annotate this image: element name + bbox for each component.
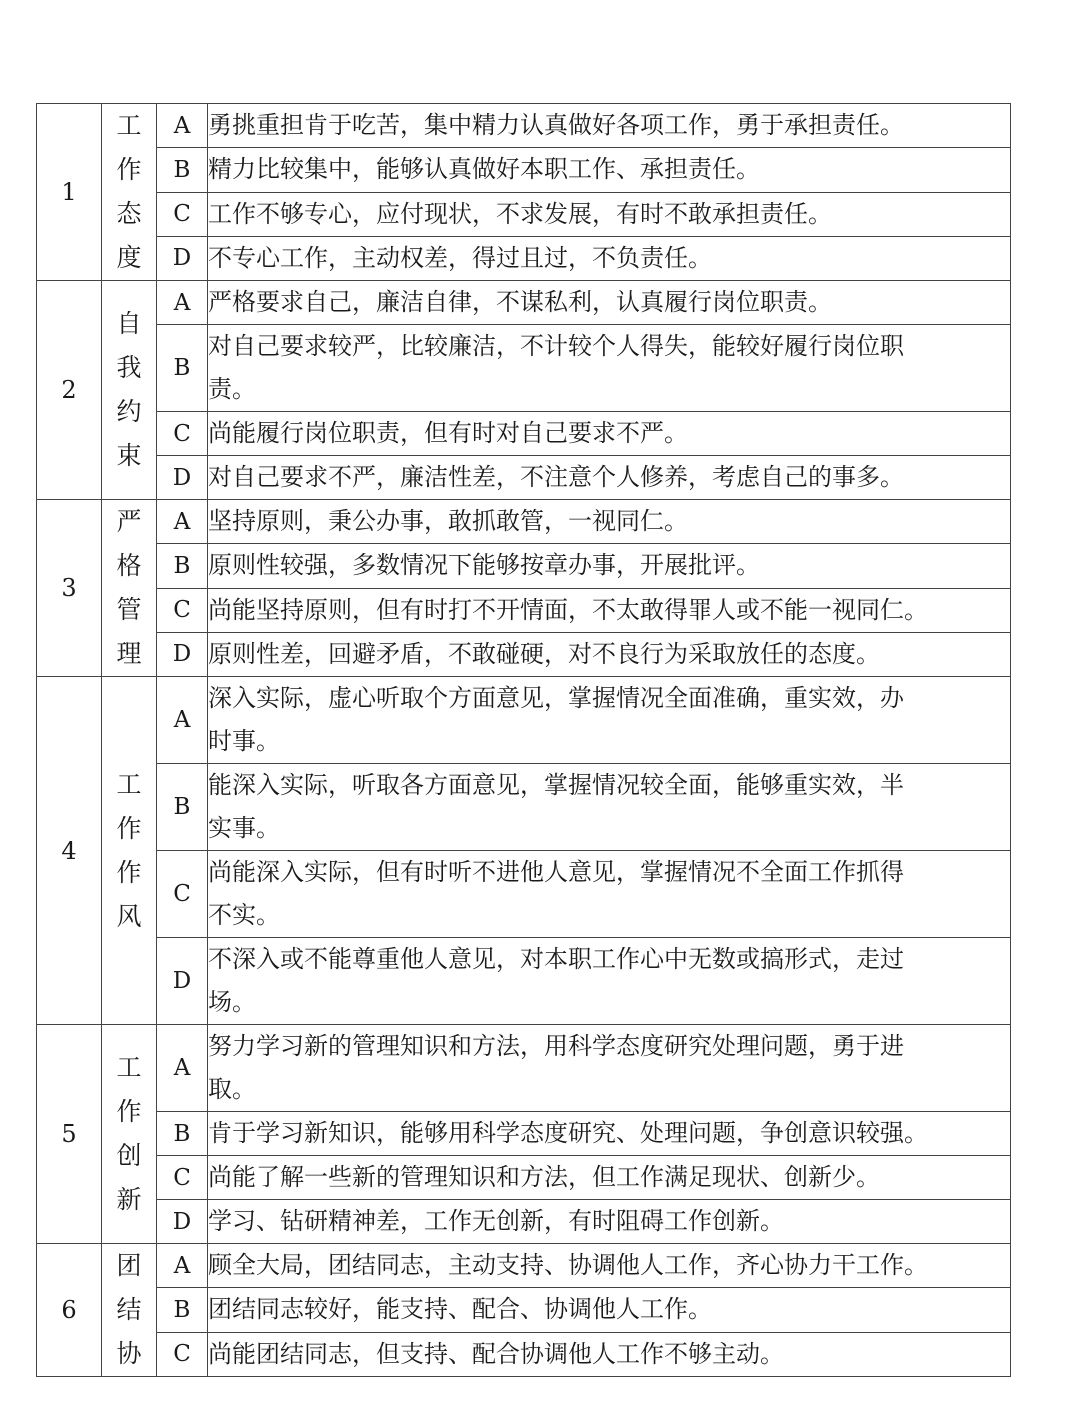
table-row bbox=[37, 1244, 1011, 1288]
grade-label: C bbox=[157, 412, 208, 456]
grade-description bbox=[208, 192, 1011, 236]
grade-description bbox=[208, 677, 1011, 764]
description-line: 尚能了解一些新的管理知识和方法，但工作满足现状、创新少。 bbox=[208, 1163, 880, 1191]
description-line: 不专心工作，主动权差，得过且过，不负责任。 bbox=[208, 243, 712, 272]
description-line: 深入实际，虚心听取个方面意见，掌握情况全面准确，重实效，办 bbox=[208, 684, 904, 712]
category-char: 协 bbox=[116, 1339, 142, 1368]
table-row bbox=[37, 1112, 1011, 1156]
category-char: 管 bbox=[116, 595, 142, 624]
description-line: 实事。 bbox=[208, 814, 280, 842]
grade-label: A bbox=[157, 677, 208, 764]
category-char: 工 bbox=[116, 1053, 142, 1082]
table-row bbox=[37, 104, 1011, 148]
grade-description bbox=[208, 325, 1011, 412]
grade-description bbox=[208, 1156, 1011, 1200]
grade-description bbox=[208, 764, 1011, 851]
table-row bbox=[37, 456, 1011, 500]
description-line: 团结同志较好，能支持、配合、协调他人工作。 bbox=[208, 1295, 712, 1324]
grade-label: D bbox=[157, 632, 208, 676]
grade-label: D bbox=[157, 456, 208, 500]
evaluation-table bbox=[36, 103, 1011, 1377]
grade-label: D bbox=[157, 938, 208, 1025]
description-line: 肯于学习新知识，能够用科学态度研究、处理问题，争创意识较强。 bbox=[208, 1119, 928, 1147]
grade-label: B bbox=[157, 764, 208, 851]
table-row bbox=[37, 588, 1011, 632]
section-number: 1 bbox=[37, 104, 102, 281]
grade-description bbox=[208, 632, 1011, 676]
description-line: 取。 bbox=[208, 1075, 256, 1103]
table-row bbox=[37, 632, 1011, 676]
description-line: 尚能团结同志，但支持、配合协调他人工作不够主动。 bbox=[208, 1339, 784, 1368]
table-row bbox=[37, 851, 1011, 938]
description-line: 严格要求自己，廉洁自律，不谋私利，认真履行岗位职责。 bbox=[208, 288, 832, 316]
description-line: 尚能深入实际，但有时听不进他人意见，掌握情况不全面工作抓得 bbox=[208, 858, 904, 886]
table-row bbox=[37, 1200, 1011, 1244]
section-category bbox=[102, 677, 157, 1025]
section-number: 4 bbox=[37, 677, 102, 1025]
description-line: 尚能履行岗位职责，但有时对自己要求不严。 bbox=[208, 419, 688, 447]
section-category bbox=[102, 281, 157, 500]
table-row bbox=[37, 412, 1011, 456]
section-number: 6 bbox=[37, 1244, 102, 1377]
category-char: 结 bbox=[116, 1295, 142, 1324]
section-number: 5 bbox=[37, 1025, 102, 1244]
description-line: 学习、钻研精神差，工作无创新，有时阻碍工作创新。 bbox=[208, 1207, 784, 1235]
grade-label: C bbox=[157, 1332, 208, 1376]
category-char: 严 bbox=[116, 507, 142, 536]
grade-label: C bbox=[157, 1156, 208, 1200]
grade-description bbox=[208, 412, 1011, 456]
description-line: 能深入实际，听取各方面意见，掌握情况较全面，能够重实效，半 bbox=[208, 771, 904, 799]
grade-description bbox=[208, 1244, 1011, 1288]
table-row bbox=[37, 325, 1011, 412]
section-category bbox=[102, 104, 157, 281]
section-category bbox=[102, 500, 157, 677]
grade-label: A bbox=[157, 1025, 208, 1112]
table-row bbox=[37, 281, 1011, 325]
table-row bbox=[37, 1156, 1011, 1200]
category-char: 束 bbox=[116, 441, 142, 470]
grade-label: B bbox=[157, 325, 208, 412]
table-row bbox=[37, 148, 1011, 192]
grade-description bbox=[208, 1025, 1011, 1112]
grade-description bbox=[208, 851, 1011, 938]
category-char: 自 bbox=[116, 309, 142, 338]
grade-label: C bbox=[157, 588, 208, 632]
grade-label: B bbox=[157, 1288, 208, 1332]
category-char: 新 bbox=[116, 1185, 142, 1214]
section-category bbox=[102, 1025, 157, 1244]
grade-description bbox=[208, 544, 1011, 588]
category-char: 我 bbox=[116, 353, 142, 382]
grade-description bbox=[208, 1112, 1011, 1156]
grade-description bbox=[208, 236, 1011, 280]
category-char: 团 bbox=[116, 1251, 142, 1280]
description-line: 勇挑重担肯于吃苦，集中精力认真做好各项工作，勇于承担责任。 bbox=[208, 111, 904, 140]
table-row bbox=[37, 236, 1011, 280]
category-char: 作 bbox=[116, 1097, 142, 1126]
category-char: 创 bbox=[116, 1141, 142, 1170]
category-char: 理 bbox=[116, 639, 142, 668]
table-row bbox=[37, 938, 1011, 1025]
table-row bbox=[37, 1288, 1011, 1332]
description-line: 工作不够专心，应付现状，不求发展，有时不敢承担责任。 bbox=[208, 199, 832, 228]
description-line: 对自己要求不严，廉洁性差，不注意个人修养，考虑自己的事多。 bbox=[208, 463, 904, 491]
grade-label: D bbox=[157, 236, 208, 280]
table-row bbox=[37, 192, 1011, 236]
description-line: 时事。 bbox=[208, 727, 280, 755]
section-number: 2 bbox=[37, 281, 102, 500]
description-line: 坚持原则，秉公办事，敢抓敢管，一视同仁。 bbox=[208, 507, 688, 536]
description-line: 精力比较集中，能够认真做好本职工作、承担责任。 bbox=[208, 155, 760, 184]
grade-label: A bbox=[157, 1244, 208, 1288]
grade-label: D bbox=[157, 1200, 208, 1244]
section-number: 3 bbox=[37, 500, 102, 677]
category-char: 约 bbox=[116, 397, 142, 426]
evaluation-table-body bbox=[37, 104, 1011, 1377]
grade-description bbox=[208, 104, 1011, 148]
grade-description bbox=[208, 588, 1011, 632]
grade-description bbox=[208, 1332, 1011, 1376]
section-category bbox=[102, 1244, 157, 1377]
category-char: 工 bbox=[116, 769, 142, 799]
grade-label: B bbox=[157, 1112, 208, 1156]
grade-label: B bbox=[157, 544, 208, 588]
grade-description bbox=[208, 148, 1011, 192]
description-line: 对自己要求较严，比较廉洁，不计较个人得失，能较好履行岗位职 bbox=[208, 332, 904, 360]
category-char: 态 bbox=[116, 199, 142, 228]
grade-label: A bbox=[157, 281, 208, 325]
grade-label: A bbox=[157, 500, 208, 544]
description-line: 努力学习新的管理知识和方法，用科学态度研究处理问题，勇于进 bbox=[208, 1032, 904, 1060]
grade-label: A bbox=[157, 104, 208, 148]
table-row bbox=[37, 1025, 1011, 1112]
description-line: 不实。 bbox=[208, 901, 280, 929]
category-char: 格 bbox=[116, 551, 142, 580]
grade-description bbox=[208, 500, 1011, 544]
category-char: 风 bbox=[116, 901, 142, 931]
table-row bbox=[37, 764, 1011, 851]
table-row bbox=[37, 677, 1011, 764]
description-line: 顾全大局，团结同志，主动支持、协调他人工作，齐心协力干工作。 bbox=[208, 1251, 928, 1280]
grade-description bbox=[208, 1200, 1011, 1244]
description-line: 原则性较强，多数情况下能够按章办事，开展批评。 bbox=[208, 551, 760, 580]
grade-label: B bbox=[157, 148, 208, 192]
description-line: 场。 bbox=[208, 988, 256, 1016]
category-char: 度 bbox=[116, 243, 142, 272]
grade-description bbox=[208, 1288, 1011, 1332]
table-row bbox=[37, 1332, 1011, 1376]
grade-description bbox=[208, 281, 1011, 325]
grade-label: C bbox=[157, 851, 208, 938]
table-row bbox=[37, 500, 1011, 544]
description-line: 原则性差，回避矛盾，不敢碰硬，对不良行为采取放任的态度。 bbox=[208, 639, 880, 668]
category-char: 作 bbox=[116, 857, 142, 887]
category-char: 作 bbox=[116, 155, 142, 184]
description-line: 不深入或不能尊重他人意见，对本职工作心中无数或搞形式，走过 bbox=[208, 945, 904, 973]
description-line: 责。 bbox=[208, 375, 256, 403]
grade-description bbox=[208, 938, 1011, 1025]
description-line: 尚能坚持原则，但有时打不开情面，不太敢得罪人或不能一视同仁。 bbox=[208, 595, 928, 624]
grade-label: C bbox=[157, 192, 208, 236]
table-row bbox=[37, 544, 1011, 588]
category-char: 工 bbox=[116, 111, 142, 140]
category-char: 作 bbox=[116, 813, 142, 843]
grade-description bbox=[208, 456, 1011, 500]
